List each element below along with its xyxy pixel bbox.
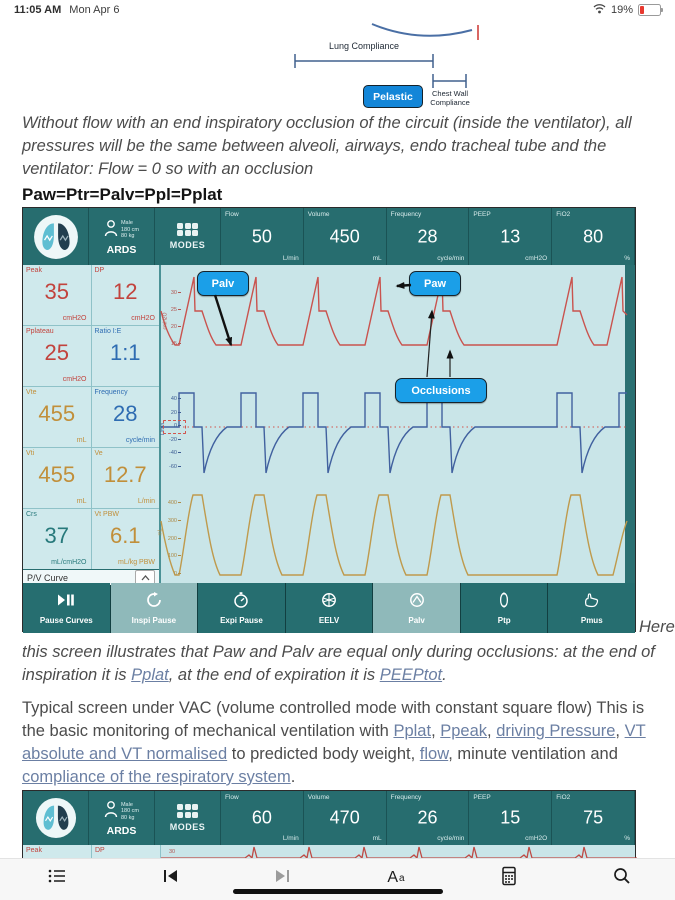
- modes-grid-icon: [177, 223, 198, 237]
- battery-icon: [638, 4, 661, 16]
- monitor-value: 6.1: [109, 523, 141, 548]
- previous-page-button[interactable]: [157, 866, 183, 890]
- setting-label: Volume: [307, 211, 330, 218]
- vent1-waveform-area: [157, 265, 625, 583]
- axis-tick: 0: [165, 571, 181, 577]
- app-logo: [23, 208, 89, 265]
- axis-tick: 25: [165, 307, 181, 313]
- setting-tile-peep[interactable]: [469, 791, 552, 845]
- setting-label: FiO2: [556, 794, 571, 801]
- link-compliance-of-the-respiratory-system[interactable]: compliance of the respiratory system: [22, 768, 291, 786]
- toolbar-button-label: Inspi Pause: [131, 615, 177, 625]
- link-pplat[interactable]: Pplat: [393, 722, 432, 740]
- compliance-diagram: [0, 20, 675, 110]
- monitor-label: Frequency: [94, 389, 128, 396]
- monitor-unit: cycle/min: [125, 437, 155, 444]
- text-run: Typical screen under VAC (volume controlled mode with constant square flow) This is the basic monitoring of mechanical ventilation with: [22, 699, 645, 740]
- axis-tick: -60: [165, 464, 181, 470]
- monitor-value: 12: [113, 279, 138, 304]
- monitor-value: 455: [38, 401, 76, 426]
- monitor-value: 28: [113, 401, 138, 426]
- text-run: ,: [615, 722, 625, 740]
- status-time: 11:05 AM: [14, 4, 62, 16]
- patient-condition: ARDS: [106, 243, 137, 256]
- modes-button-2[interactable]: MODES: [155, 791, 221, 845]
- monitor-label: Peak: [26, 847, 42, 854]
- setting-tile-volume[interactable]: [304, 791, 387, 845]
- monitor-label: DP: [94, 267, 105, 274]
- axis-tick: 15: [165, 341, 181, 347]
- home-indicator[interactable]: [233, 889, 443, 894]
- toolbar-button-label: EELV: [318, 615, 340, 625]
- toolbar-button-label: Palv: [408, 615, 425, 625]
- paragraph-vac-typical-screen: [22, 697, 662, 789]
- setting-label: Flow: [225, 211, 239, 218]
- monitor-unit: mL: [76, 498, 87, 505]
- text-run: ,: [431, 722, 441, 740]
- axis-tick: 300: [165, 518, 181, 524]
- text-run: , minute ventilation and: [448, 745, 618, 763]
- vent2-pressure-chart: [161, 845, 635, 859]
- toolbar-button-ptp[interactable]: [461, 583, 548, 633]
- setting-value: 13: [500, 226, 521, 246]
- setting-value: 470: [329, 807, 360, 828]
- toolbar-button-eelv[interactable]: [286, 583, 373, 633]
- skip-next-icon: [273, 866, 293, 891]
- monitor-unit: mL: [76, 437, 87, 444]
- paragraph-here-lead: Here: [639, 618, 675, 636]
- toolbar-button-inspi-pause[interactable]: [111, 583, 198, 633]
- vent1-toolbar: [23, 583, 635, 633]
- wifi-icon: [593, 3, 606, 17]
- setting-label: FiO2: [556, 211, 571, 218]
- reader-nav-items: [0, 859, 675, 890]
- toolbar-button-expi-pause[interactable]: [198, 583, 285, 633]
- vent2-body: [23, 845, 635, 859]
- patient-tile[interactable]: [89, 208, 155, 265]
- setting-label: Frequency: [390, 794, 422, 801]
- toolbar-button-label: Pmus: [580, 615, 603, 625]
- list-icon: [47, 866, 67, 891]
- calculator-icon: [499, 866, 519, 891]
- vent1-settings-row: [221, 208, 635, 265]
- monitor-unit: cmH2O: [62, 315, 87, 322]
- status-date: Mon Apr 6: [69, 4, 120, 16]
- patient-tile-2[interactable]: [89, 791, 155, 845]
- monitor-tile-ve: [92, 448, 160, 508]
- monitor-label: DP: [95, 847, 105, 854]
- setting-tile-frequency[interactable]: [387, 208, 470, 265]
- monitor-label: Peak: [26, 267, 42, 274]
- text-run: ,: [487, 722, 497, 740]
- setting-unit: %: [624, 835, 630, 842]
- link-peeptot[interactable]: PEEPtot: [379, 666, 443, 684]
- axis-tick: 30: [165, 290, 181, 296]
- monitor-label: Ratio I:E: [94, 328, 122, 335]
- monitor-tile-peak: [23, 845, 92, 859]
- setting-tile-fio2[interactable]: [552, 208, 635, 265]
- next-page-button[interactable]: [270, 866, 296, 890]
- pelastic-button[interactable]: Pelastic: [363, 85, 423, 108]
- monitor-value: 1:1: [109, 340, 141, 365]
- volume-axis-unit: mL: [157, 528, 164, 536]
- toolbar-button-pause-curves[interactable]: [23, 583, 110, 633]
- link-vt-absolute-and-vt-normalised[interactable]: VT absolute and VT normalised: [22, 722, 646, 763]
- chest-wall-compliance-label: Chest Wall Compliance: [430, 89, 470, 107]
- setting-label: PEEP: [473, 794, 491, 801]
- axis-tick: 200: [165, 536, 181, 542]
- monitor-tile-frequency: [92, 387, 160, 447]
- calculator-button[interactable]: [496, 866, 522, 890]
- flow-zero-highlight-box: [163, 420, 186, 434]
- battery-percent: 19%: [610, 4, 633, 16]
- flow-axis-unit: L/min: [160, 422, 167, 436]
- link-driving-pressure[interactable]: driving Pressure: [496, 722, 616, 740]
- eelv-icon: [320, 592, 338, 613]
- monitor-label: Vti: [26, 450, 35, 457]
- monitor-value: 35: [44, 279, 69, 304]
- axis-tick: -40: [165, 450, 181, 456]
- paragraph-occlusion-text: Without flow with an end inspiratory occlusion of the circuit (inside the ventilator), all pressures will be the same between alveoli, airways, endo tracheal tube and the ventilator: Flow = 0 so with an occlusion: [22, 114, 632, 178]
- toolbar-button-label: Pause Curves: [39, 615, 93, 625]
- monitor-tile-pplateau: [23, 326, 91, 386]
- monitor-unit: L/min: [137, 498, 155, 505]
- text-run: .: [442, 666, 447, 684]
- monitor-tile-dp: [92, 845, 161, 859]
- setting-tile-fio2[interactable]: [552, 791, 635, 845]
- pv-curve-label: P/V Curve: [27, 572, 69, 583]
- monitor-value: 25: [44, 340, 69, 365]
- monitor-unit: mL/cmH2O: [51, 559, 87, 566]
- patient-icon: [104, 801, 118, 822]
- monitor-label: Pplateau: [26, 328, 54, 335]
- patient-info: Male 180 cm 80 kg: [120, 220, 140, 240]
- vent2-monitor-tiles: [23, 845, 161, 859]
- setting-unit: cycle/min: [437, 835, 465, 842]
- toolbar-button-label: Expi Pause: [220, 615, 263, 625]
- vent1-monitor-grid: [23, 265, 159, 569]
- paragraph-occlusion-explained: [22, 641, 662, 687]
- pressure-axis-unit: cmH2O: [162, 312, 169, 330]
- pressure-equality-formula: Paw=Ptr=Palv=Ppl=Pplat: [22, 185, 223, 204]
- axis-tick: 40: [165, 396, 181, 402]
- setting-value: 26: [417, 807, 438, 828]
- stopwatch-icon: [232, 592, 250, 613]
- ventilator-screenshot-1: [22, 207, 636, 632]
- toolbar-button-label: Ptp: [497, 615, 511, 625]
- setting-value: 60: [251, 807, 272, 828]
- pmus-icon: [583, 592, 601, 613]
- setting-tile-volume[interactable]: [304, 208, 387, 265]
- setting-unit: %: [624, 255, 630, 262]
- contents-button[interactable]: [44, 866, 70, 890]
- axis-tick: 0: [165, 423, 181, 429]
- ventilator-screenshot-2: [22, 790, 636, 858]
- monitor-tile-vte: [23, 387, 91, 447]
- axis-tick: 400: [165, 500, 181, 506]
- patient-condition-2: ARDS: [106, 825, 137, 837]
- setting-unit: mL: [372, 255, 382, 262]
- lungs-logo-icon: [35, 797, 77, 839]
- vent1-monitor-panel: [23, 265, 164, 583]
- monitor-unit: cmH2O: [131, 315, 155, 322]
- monitor-label: Vte: [26, 389, 37, 396]
- vent1-body: [23, 265, 635, 583]
- monitor-value: 12.7: [103, 462, 147, 487]
- setting-unit: mL: [372, 835, 382, 842]
- monitor-tile-dp: [92, 265, 160, 325]
- vent2-header: [23, 791, 635, 845]
- diagram-lines: [0, 20, 675, 110]
- setting-unit: cycle/min: [437, 255, 465, 262]
- setting-tile-frequency[interactable]: [387, 791, 470, 845]
- vent1-header: [23, 208, 635, 265]
- monitor-label: Vt PBW: [94, 511, 120, 518]
- monitor-label: Ve: [94, 450, 103, 457]
- setting-label: PEEP: [473, 211, 491, 218]
- monitor-tile-vt-pbw: [92, 509, 160, 569]
- setting-value: 80: [583, 226, 604, 246]
- text-size-icon: A: [387, 869, 399, 886]
- ptp-icon: [495, 592, 513, 613]
- app-logo-2: [23, 791, 89, 845]
- monitor-tile-peak: [23, 265, 91, 325]
- patient-info-2: Male 180 cm 80 kg: [120, 801, 140, 821]
- flow-waveform-chart: [161, 377, 625, 481]
- setting-value: 50: [251, 226, 272, 246]
- setting-label: Flow: [225, 794, 239, 801]
- axis-tick: 100: [165, 553, 181, 559]
- toolbar-button-palv[interactable]: [373, 583, 460, 633]
- palv-icon: [408, 592, 426, 613]
- toolbar-button-pmus[interactable]: [548, 583, 635, 633]
- link-ppeak[interactable]: Ppeak: [440, 722, 488, 740]
- lungs-logo-icon: [33, 214, 79, 260]
- setting-unit: L/min: [282, 255, 299, 262]
- occlusions-callout: Occlusions: [395, 378, 487, 403]
- link-pplat[interactable]: Pplat: [131, 666, 169, 684]
- play-pause-icon: [57, 592, 75, 613]
- axis-tick: 20: [165, 410, 181, 416]
- patient-icon: [104, 220, 118, 241]
- status-bar: [0, 0, 675, 20]
- monitor-tile-crs: [23, 509, 91, 569]
- paragraph-occlusion: [22, 112, 662, 206]
- monitor-tile-ratio-i-e: [92, 326, 160, 386]
- setting-value: 28: [417, 226, 438, 246]
- text-run: to predicted body weight,: [227, 745, 420, 763]
- monitor-label: Crs: [26, 511, 37, 518]
- setting-label: Volume: [307, 794, 330, 801]
- monitor-unit: mL/kg PBW: [118, 559, 155, 566]
- setting-value: 15: [500, 807, 521, 828]
- setting-value: 75: [583, 807, 604, 828]
- vent2-settings-row: [221, 791, 635, 845]
- link-flow[interactable]: flow: [419, 745, 449, 763]
- inspiratory-pause-icon: [145, 592, 163, 613]
- axis-tick: 20: [165, 324, 181, 330]
- text-run: this screen illustrates that Paw and Palv are equal only during occlusions: at the end of inspiration it is: [22, 643, 655, 684]
- modes-button[interactable]: MODES: [155, 208, 221, 265]
- axis-tick: -20: [165, 437, 181, 443]
- text-settings-button[interactable]: A a: [387, 869, 405, 886]
- monitor-value: 37: [44, 523, 69, 548]
- lung-compliance-label: Lung Compliance: [328, 41, 400, 51]
- vent2-pressure-axis-tick: 30: [169, 849, 176, 855]
- volume-waveform-chart: [157, 481, 625, 583]
- paw-callout: Paw: [409, 271, 461, 296]
- setting-value: 450: [329, 226, 360, 246]
- setting-tile-peep[interactable]: [469, 208, 552, 265]
- setting-unit: L/min: [282, 835, 299, 842]
- search-button[interactable]: [609, 866, 635, 890]
- monitor-unit: cmH2O: [62, 376, 87, 383]
- text-run: .: [290, 768, 296, 786]
- setting-label: Frequency: [390, 211, 422, 218]
- setting-tile-flow[interactable]: [221, 791, 304, 845]
- setting-tile-flow[interactable]: [221, 208, 304, 265]
- setting-unit: cmH2O: [525, 255, 548, 262]
- modes-grid-icon: [177, 804, 198, 818]
- monitor-tile-vti: [23, 448, 91, 508]
- text-run: , at the end of expiration it is: [168, 666, 380, 684]
- skip-previous-icon: [160, 866, 180, 891]
- monitor-value: 455: [38, 462, 76, 487]
- palv-callout: Palv: [197, 271, 249, 296]
- setting-unit: cmH2O: [525, 835, 548, 842]
- search-icon: [612, 866, 632, 891]
